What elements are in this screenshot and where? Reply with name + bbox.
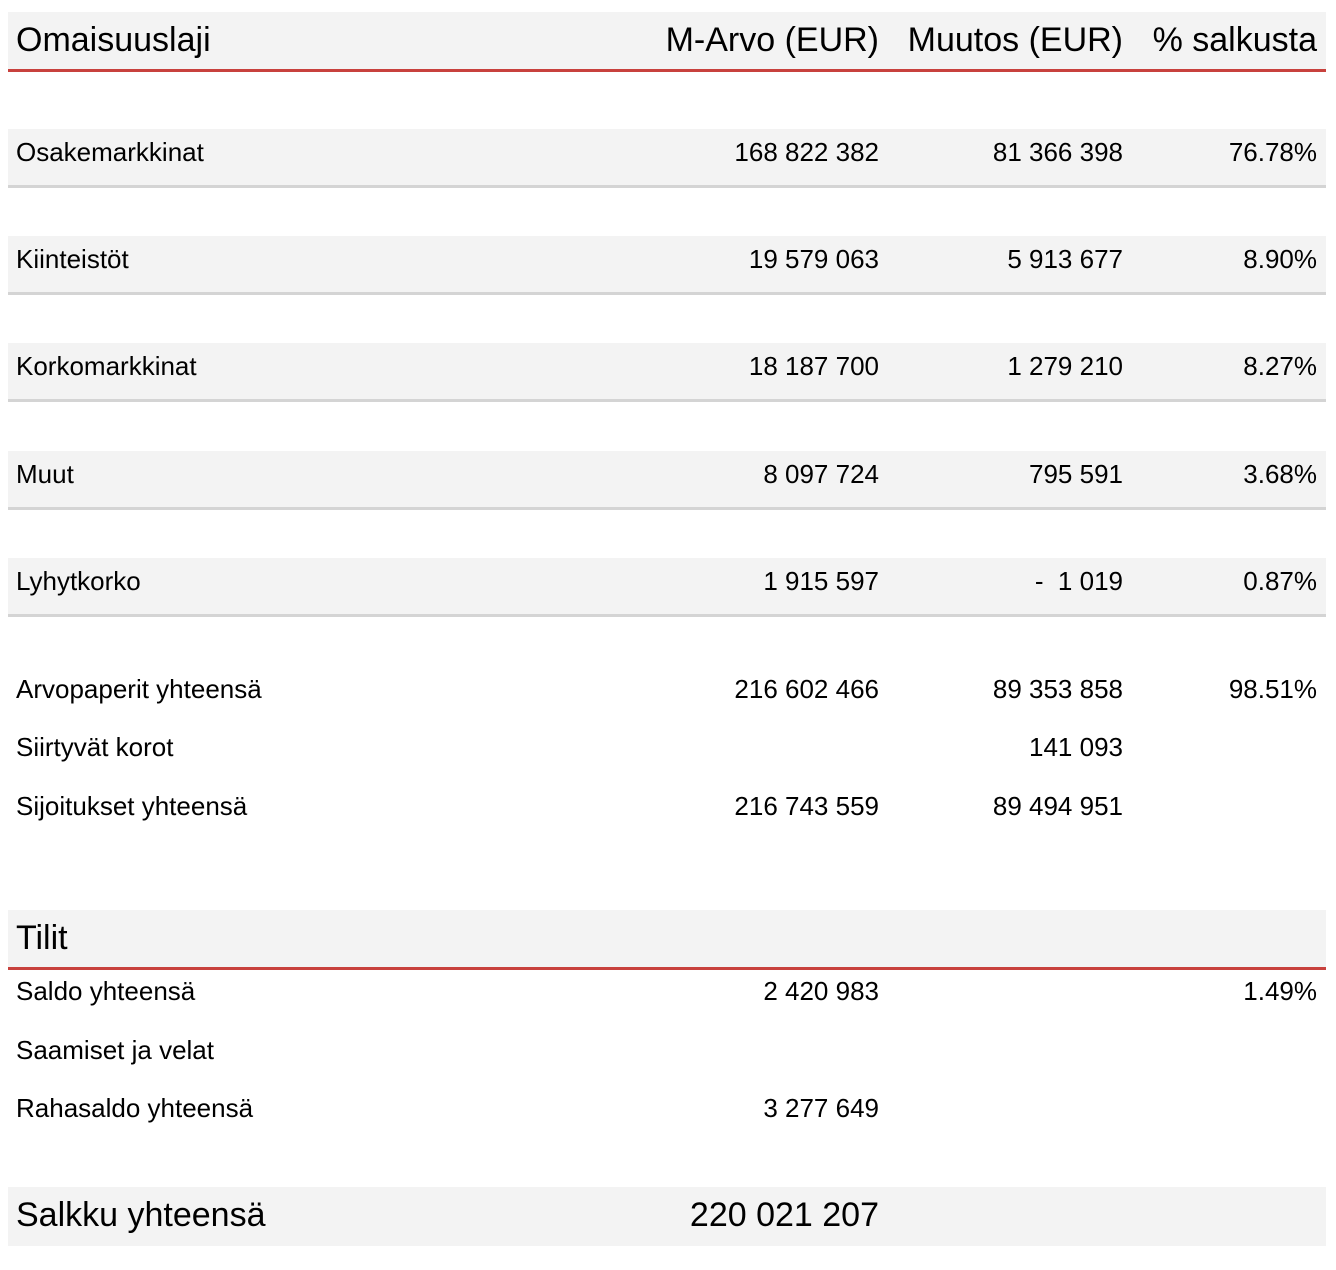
asset-pct: 8.90% [1243,244,1317,274]
investments-total-change: 89 494 951 [992,791,1123,821]
header-change: Muutos (EUR) [907,21,1123,59]
asset-label: Lyhytkorko [16,566,141,596]
balance-total-pct: 1.49% [1243,976,1317,1006]
asset-value: 19 579 063 [748,244,879,274]
asset-row-equities [8,129,1326,188]
investments-total-label: Sijoitukset yhteensä [16,791,248,821]
receivables-label: Saamiset ja velat [16,1035,214,1065]
portfolio-total-value: 220 021 207 [689,1196,879,1234]
header-asset-class: Omaisuuslaji [16,21,211,59]
cash-total-label: Rahasaldo yhteensä [16,1093,254,1123]
accounts-title: Tilit [16,919,68,957]
balance-total-row [8,973,1326,1009]
asset-pct: 76.78% [1228,137,1317,167]
receivables-row [8,1032,1326,1068]
cash-total-row [8,1090,1326,1126]
balance-total-label: Saldo yhteensä [16,976,196,1006]
table-header [8,12,1326,72]
asset-label: Korkomarkkinat [16,351,197,381]
accounts-section-header [8,910,1326,970]
securities-total-value: 216 602 466 [734,674,879,704]
asset-value: 18 187 700 [748,351,879,381]
asset-row-short-term-rates [8,558,1326,617]
accrued-interest-change: 141 093 [1029,732,1123,762]
header-market-value: M-Arvo (EUR) [665,21,879,59]
asset-change: 5 913 677 [1007,244,1123,274]
asset-label: Kiinteistöt [16,244,129,274]
asset-value: 1 915 597 [763,566,879,596]
asset-change: 81 366 398 [992,137,1123,167]
asset-pct: 0.87% [1243,566,1317,596]
asset-row-fixed-income [8,343,1326,402]
cash-total-value: 3 277 649 [763,1093,879,1123]
accrued-interest-row [8,729,1326,765]
asset-pct: 8.27% [1243,351,1317,381]
asset-label: Muut [16,459,74,489]
securities-total-change: 89 353 858 [992,674,1123,704]
portfolio-total-row [8,1187,1326,1246]
asset-change: 795 591 [1029,459,1123,489]
securities-total-row [8,671,1326,707]
asset-label: Osakemarkkinat [16,137,204,167]
securities-total-pct: 98.51% [1228,674,1317,704]
accrued-interest-label: Siirtyvät korot [16,732,174,762]
securities-total-label: Arvopaperit yhteensä [16,674,262,704]
header-pct-of-portfolio: % salkusta [1152,21,1317,59]
asset-pct: 3.68% [1243,459,1317,489]
portfolio-total-label: Salkku yhteensä [16,1196,266,1234]
asset-value: 168 822 382 [734,137,879,167]
balance-total-value: 2 420 983 [763,976,879,1006]
asset-change: 1 279 210 [1007,351,1123,381]
investments-total-row [8,788,1326,824]
asset-change: - 1 019 [1034,566,1123,596]
asset-value: 8 097 724 [763,459,879,489]
investments-total-value: 216 743 559 [734,791,879,821]
asset-row-other [8,451,1326,510]
asset-row-real-estate [8,236,1326,295]
